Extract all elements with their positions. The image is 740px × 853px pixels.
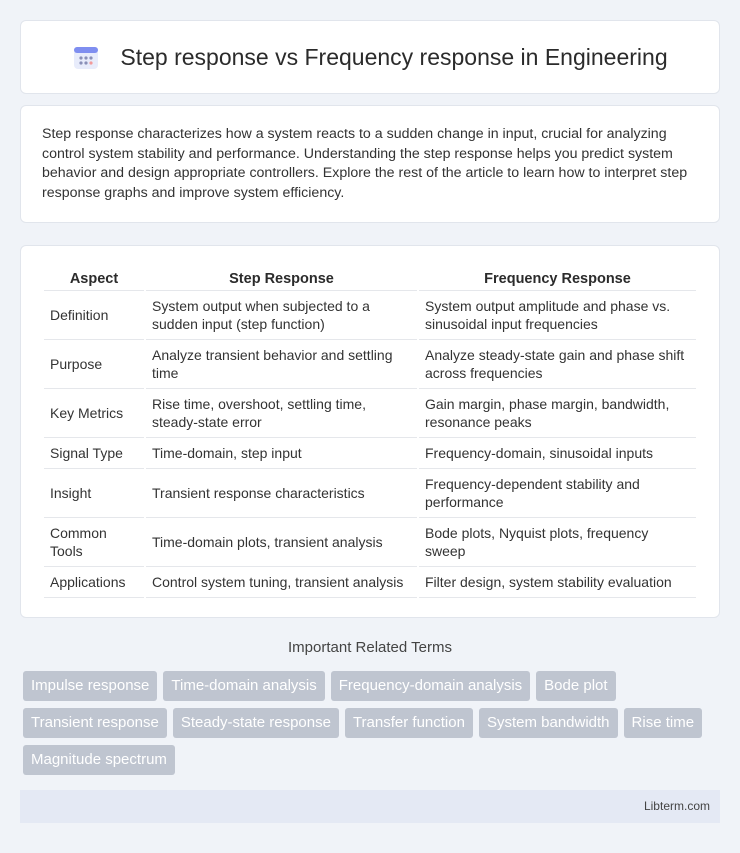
tag-magnitude-spectrum[interactable]: Magnitude spectrum: [23, 745, 175, 775]
table-header: Frequency Response: [419, 264, 696, 291]
table-cell: Time-domain plots, transient analysis: [146, 518, 417, 567]
tag-rise-time[interactable]: Rise time: [624, 708, 703, 738]
table-row: [44, 389, 696, 438]
table-cell: Analyze transient behavior and settling time: [146, 340, 417, 389]
page-title: Step response vs Frequency response in Engineering: [120, 43, 668, 70]
table-cell: Key Metrics: [44, 389, 144, 438]
table-row: [44, 291, 696, 340]
table-row: [44, 518, 696, 567]
table-cell: Filter design, system stability evaluation: [419, 567, 696, 598]
table-row: [44, 567, 696, 598]
table-cell: Rise time, overshoot, settling time, steady-state error: [146, 389, 417, 438]
table-cell: Purpose: [44, 340, 144, 389]
tag-bode-plot[interactable]: Bode plot: [536, 671, 615, 701]
table-cell: Time-domain, step input: [146, 438, 417, 469]
tag-time-domain-analysis[interactable]: Time-domain analysis: [163, 671, 324, 701]
table-cell: Signal Type: [44, 438, 144, 469]
table-cell: Definition: [44, 291, 144, 340]
tag-impulse-response[interactable]: Impulse response: [23, 671, 157, 701]
related-terms-list: [23, 671, 723, 775]
intro-card: [20, 105, 720, 223]
table-cell: Analyze steady-state gain and phase shift across frequencies: [419, 340, 696, 389]
tag-frequency-domain-analysis[interactable]: Frequency-domain analysis: [331, 671, 530, 701]
header-card: [20, 20, 720, 94]
comparison-table-card: [20, 245, 720, 618]
tag-transient-response[interactable]: Transient response: [23, 708, 167, 738]
table-cell: Gain margin, phase margin, bandwidth, resonance peaks: [419, 389, 696, 438]
table-header: Aspect: [44, 264, 144, 291]
footer: [20, 790, 720, 823]
table-cell: Frequency-dependent stability and performance: [419, 469, 696, 518]
table-cell: Transient response characteristics: [146, 469, 417, 518]
table-row: [44, 469, 696, 518]
table-cell: Bode plots, Nyquist plots, frequency sweep: [419, 518, 696, 567]
tag-system-bandwidth[interactable]: System bandwidth: [479, 708, 618, 738]
table-row: [44, 438, 696, 469]
table-header: Step Response: [146, 264, 417, 291]
related-terms-title: Important Related Terms: [288, 639, 452, 656]
table-cell: Applications: [44, 567, 144, 598]
table-cell: System output amplitude and phase vs. sinusoidal input frequencies: [419, 291, 696, 340]
tag-steady-state-response[interactable]: Steady-state response: [173, 708, 339, 738]
table-cell: System output when subjected to a sudden input (step function): [146, 291, 417, 340]
intro-text: Step response characterizes how a system reacts to a sudden change in input, crucial for analyzing control system stability and performance. Understanding the step response helps you predict system behavior and design appropriate controllers. Explore the rest of the article to learn how to interpret step response graphs and improve system efficiency.: [42, 126, 688, 201]
comparison-table: [42, 264, 698, 598]
table-cell: Control system tuning, transient analysis: [146, 567, 417, 598]
footer-site-link[interactable]: Libterm.com: [643, 799, 710, 813]
table-cell: Common Tools: [44, 518, 144, 567]
table-row: [44, 340, 696, 389]
tag-transfer-function[interactable]: Transfer function: [345, 708, 473, 738]
table-cell: Frequency-domain, sinusoidal inputs: [419, 438, 696, 469]
calendar-icon: [72, 43, 100, 71]
table-cell: Insight: [44, 469, 144, 518]
